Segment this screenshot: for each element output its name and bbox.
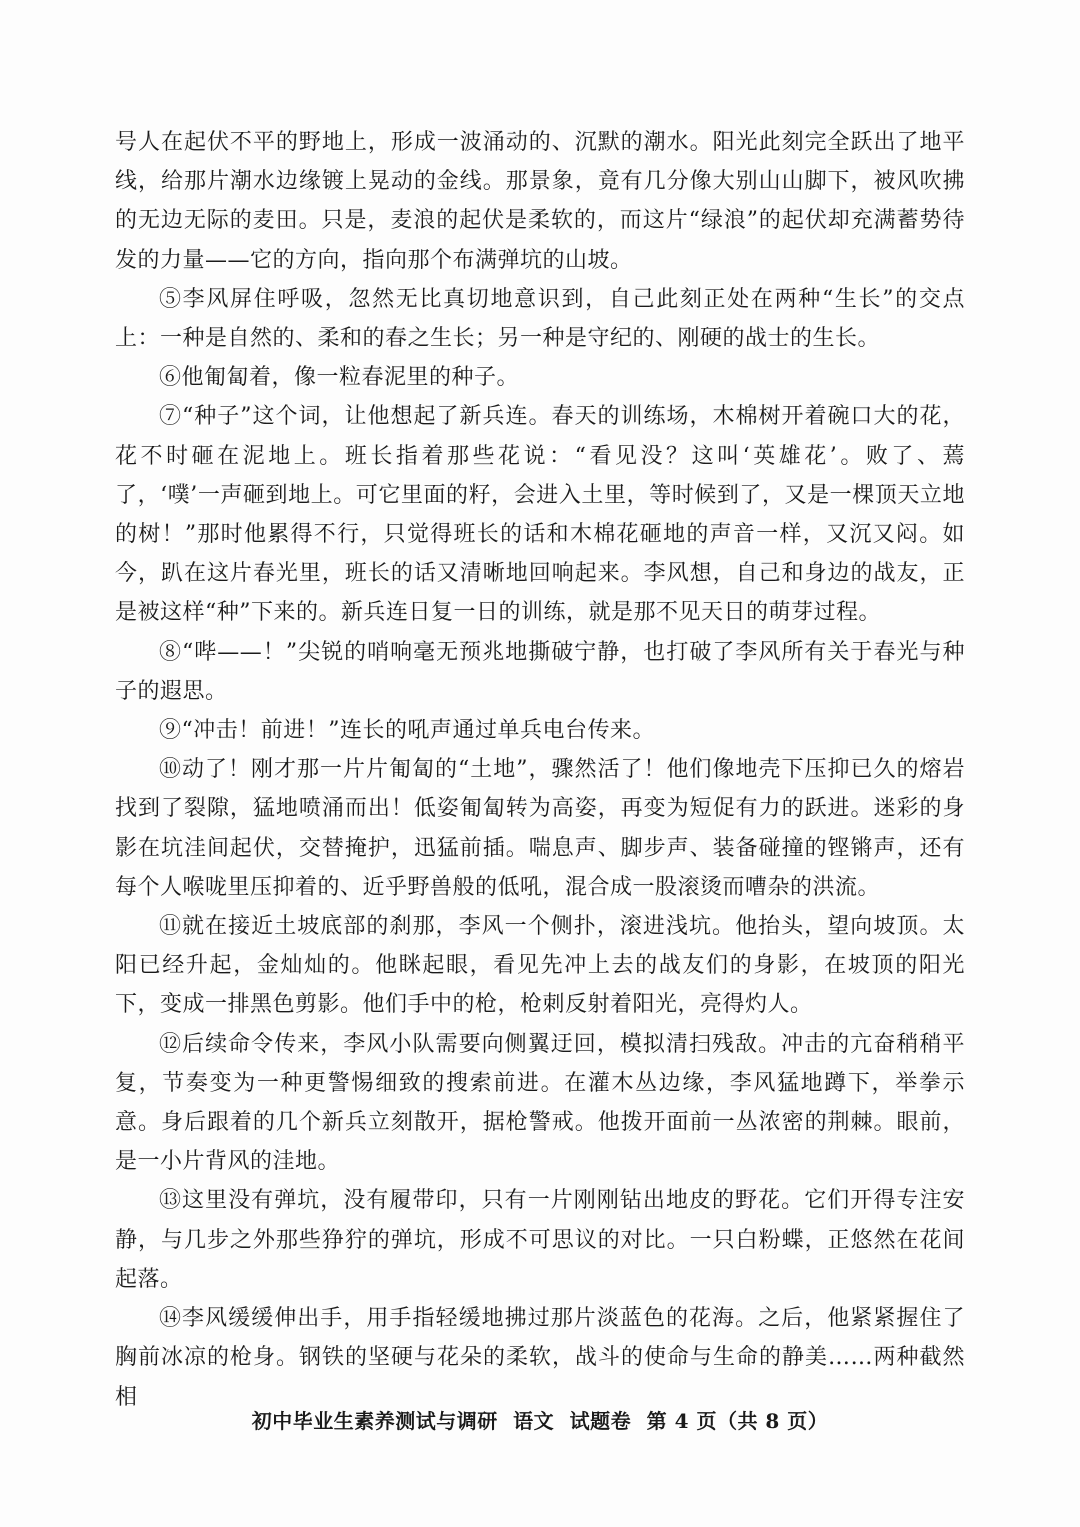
paragraph-5: ⑤李风屏住呼吸，忽然无比真切地意识到，自己此刻正处在两种“生长”的交点上：一种是自然的、柔和的春之生长；另一种是守纪的、刚硬的战士的生长。 — [115, 286, 965, 352]
paragraph-14: ⑭李风缓缓伸出手，用手指轻缓地拂过那片淡蓝色的花海。之后，他紧紧握住了胸前冰凉的枪身。钢铁的坚硬与花朵的柔软，战斗的使命与生命的静美……两种截然相 — [115, 1306, 965, 1410]
subject-label: 语文 — [513, 1409, 555, 1433]
paragraph-12: ⑫后续命令传来，李风小队需要向侧翼迂回，模拟清扫残敌。冲击的亢奋稍稍平复，节奏变为一种更警惕细致的搜索前进。在灌木丛边缘，李风猛地蹲下，举拳示意。身后跟着的几个新兵立刻散开，据枪警戒。他拨开面前一丛浓密的荆棘。眼前，是一小片背风的洼地。 — [115, 1031, 965, 1175]
paragraph-6: ⑥他匍匐着，像一粒春泥里的种子。 — [159, 365, 520, 391]
page-number: 第 4 页（共 8 页） — [646, 1409, 829, 1433]
paragraph-11: ⑪就在接近土坡底部的刹那，李风一个侧扑，滚进浅坑。他抬头，望向坡顶。太阳已经升起，金灿灿的。他眯起眼，看见先冲上去的战友们的身影，在坡顶的阳光下，变成一排黑色剪影。他们手中的枪，枪刺反射着阳光，亮得灼人。 — [115, 914, 965, 1018]
paragraph-10: ⑩动了！刚才那一片片匍匐的“土地”，骤然活了！他们像地壳下压抑已久的熔岩找到了裂隙，猛地喷涌而出！低姿匍匐转为高姿，再变为短促有力的跃进。迷彩的身影在坑洼间起伏，交替掩护，迅猛前插。喘息声、脚步声、装备碰撞的铿锵声，还有每个人喉咙里压抑着的、近乎野兽般的低吼，混合成一股滚烫而嘈杂的洪流。 — [115, 757, 965, 900]
exam-title: 初中毕业生素养测试与调研 — [251, 1409, 498, 1433]
page-footer — [0, 1405, 1080, 1434]
article-body — [115, 123, 965, 1417]
paragraph-13: ⑬这里没有弹坑，没有履带印，只有一片刚刚钻出地皮的野花。它们开得专注安静，与几步之外那些狰狞的弹坑，形成不可思议的对比。一只白粉蝶，正悠然在花间起落。 — [115, 1188, 965, 1292]
paragraph-8: ⑧“哔——！”尖锐的哨响毫无预兆地撕破宁静，也打破了李风所有关于春光与种子的遐思。 — [115, 639, 965, 704]
paragraph-7: ⑦“种子”这个词，让他想起了新兵连。春天的训练场，木棉树开着碗口大的花，花不时砸在泥地上。班长指着那些花说：“看见没？这叫‘英雄花’。败了、蔫了，‘噗’一声砸到地上。可它里面的籽，会进入土里，等时候到了，又是一棵顶天立地的树！”那时他累得不行，只觉得班长的话和木棉花砸地的声音一样，又沉又闷。如今，趴在这片春光里，班长的话又清晰地回响起来。李风想，自己和身边的战友，正是被这样“种”下来的。新兵连日复一日的训练，就是那不见天日的萌芽过程。 — [115, 404, 965, 626]
paper-label: 试题卷 — [569, 1409, 632, 1433]
paragraph-9: ⑨“冲击！前进！”连长的吼声通过单兵电台传来。 — [159, 718, 655, 744]
paragraph-continuation: 号人在起伏不平的野地上，形成一波涌动的、沉默的潮水。阳光此刻完全跃出了地平线，给那片潮水边缘镀上晃动的金线。那景象，竟有几分像大别山山脚下，被风吹拂的无边无际的麦田。只是，麦浪的起伏是柔软的，而这片“绿浪”的起伏却充满蓄势待发的力量——它的方向，指向那个布满弹坑的山坡。 — [115, 130, 965, 273]
